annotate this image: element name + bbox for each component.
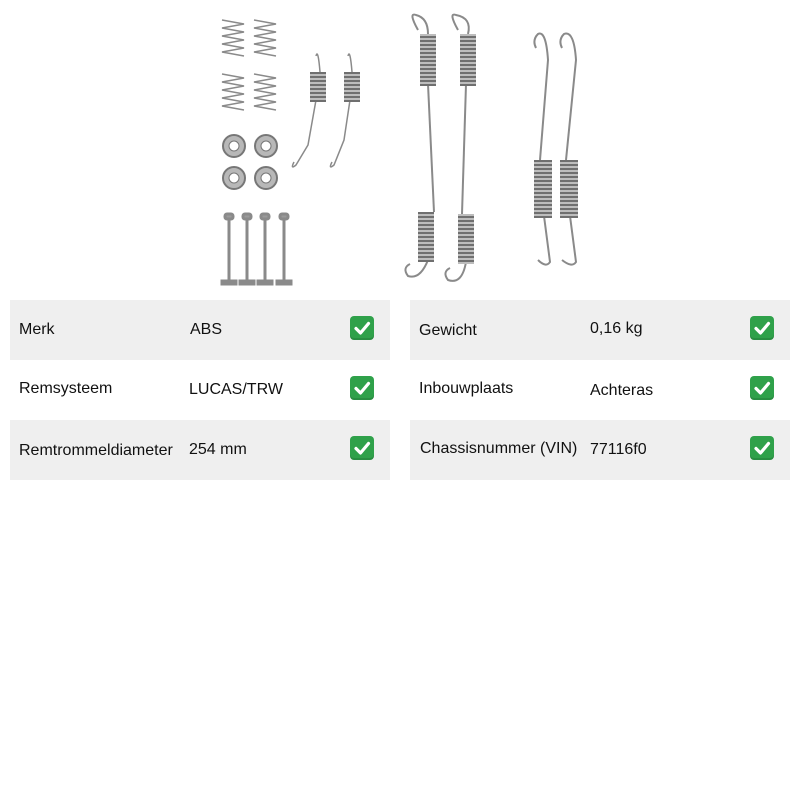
spec-value: ABS: [190, 321, 223, 338]
spec-table-left: [10, 300, 390, 480]
spec-value: 77116f0: [590, 441, 647, 458]
spec-label: Chassisnummer (VIN): [420, 440, 578, 457]
spec-row-merk: [10, 300, 390, 360]
adjuster-springs: [534, 34, 576, 265]
hold-down-pins: [222, 214, 291, 284]
spec-value: LUCAS/TRW: [189, 381, 283, 398]
small-compression-springs: [222, 20, 276, 110]
spec-row-chassisnummer: [410, 420, 790, 480]
check-mark-icon: [750, 436, 774, 460]
spec-value: Achteras: [590, 382, 654, 399]
spec-row-remsysteem: [10, 360, 390, 420]
spec-row-remtrommeldiameter: [10, 420, 390, 480]
spec-table-right: [410, 300, 790, 480]
spec-value: 0,16 kg: [590, 320, 643, 337]
spec-label: Remtrommeldiameter: [19, 442, 173, 459]
spec-label: Gewicht: [419, 322, 477, 339]
spec-label: Merk: [19, 321, 55, 338]
check-mark-icon: [350, 316, 374, 340]
spec-label: Inbouwplaats: [419, 380, 514, 397]
spec-value: 254 mm: [189, 441, 247, 458]
check-mark-icon: [350, 376, 374, 400]
spec-row-gewicht: [410, 300, 790, 360]
spec-label: Remsysteem: [19, 380, 113, 397]
check-mark-icon: [350, 436, 374, 460]
check-mark-icon: [750, 316, 774, 340]
brake-fitting-kit-image: [200, 8, 600, 290]
spec-row-inbouwplaats: [410, 360, 790, 420]
check-mark-icon: [750, 376, 774, 400]
medium-tension-springs: [292, 54, 352, 167]
